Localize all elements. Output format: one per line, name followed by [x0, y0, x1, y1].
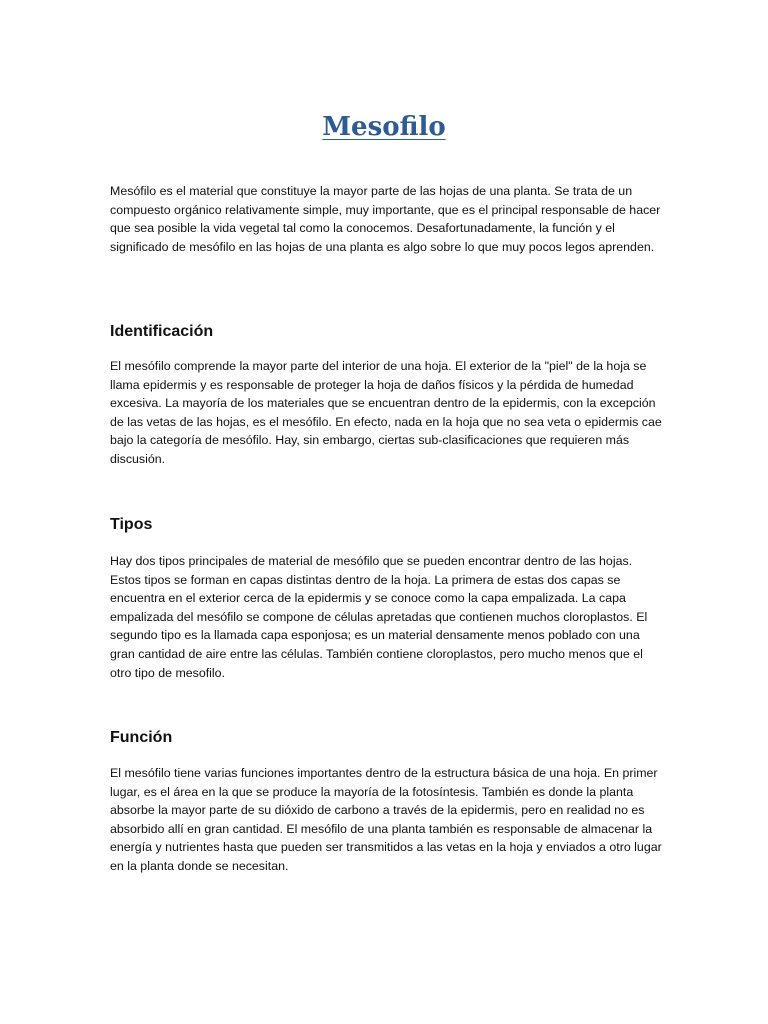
section-body-funcion: El mesófilo tiene varias funciones importantes dentro de la estructura básica de una hoja. En primer lugar, es el área en la que se produce la mayoría de la fotosíntesis. También es donde la planta absorbe la mayor parte de su dióxido de carbono a través de la epidermis, pero en realidad no es absorbido allí en gran cantidad. El mesófilo de una planta también es responsable de almacenar la energía y nutrientes hasta que pueden ser transmitidos a las vetas en la hoja y enviados a otro lugar en la planta donde se necesitan. [110, 766, 662, 873]
section-heading-tipos: Tipos [110, 516, 153, 533]
section-body-tipos: Hay dos tipos principales de material de mesófilo que se pueden encontrar dentro de las hojas. Estos tipos se forman en capas distintas dentro de la hoja. La primera de estas dos capas se encuentra en el exterior cerca de la epidermis y se conoce como la capa empalizada. La capa empalizada del mesófilo se compone de células apretadas que contienen muchos cloroplastos. El segundo tipo es la llamada capa esponjosa; es un material densamente menos poblado con una gran cantidad de aire entre las células. También contiene cloroplastos, pero mucho menos que el otro tipo de mesofilo. [110, 554, 648, 680]
section-heading-funcion: Función [110, 729, 173, 746]
document-title: Mesofilo [322, 112, 446, 142]
section-body-identificacion: El mesófilo comprende la mayor parte del interior de una hoja. El exterior de la "piel" de la hoja se llama epidermis y es responsable de proteger la hoja de daños físicos y la pérdida de humedad excesiva. La mayoría de los materiales que se encuentran dentro de la epidermis, con la excepción de las vetas de las hojas, es el mesófilo. En efecto, nada en la hoja que no sea veta o epidermis cae bajo la categoría de mesófilo. Hay, sin embargo, ciertas sub-clasificaciones que requieren más discusión. [110, 359, 662, 466]
section-heading-identificacion: Identificación [110, 323, 214, 340]
intro-paragraph: Mesófilo es el material que constituye la mayor parte de las hojas de una planta. Se trata de un compuesto orgánico relativamente simple, muy importante, que es el principal responsable de hacer que sea posible la vida vegetal tal como la conocemos. Desafortunadamente, la función y el significado de mesófilo en las hojas de una planta es algo sobre lo que muy pocos legos aprenden. [110, 184, 661, 254]
